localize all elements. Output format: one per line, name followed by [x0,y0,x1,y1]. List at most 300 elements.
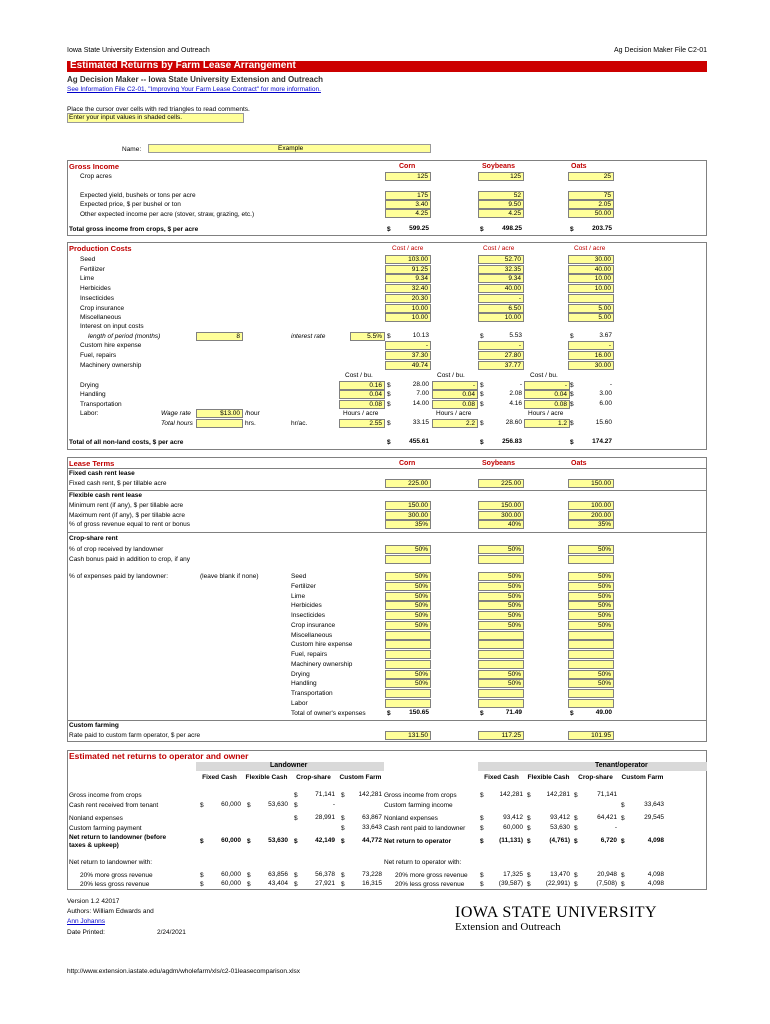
prod-item-value[interactable]: 20.30 [385,294,431,303]
labor-hrs-corn[interactable]: 2.55 [339,419,385,428]
expense-pct[interactable]: 50% [568,592,614,601]
handling-label: Handling [80,391,106,398]
expense-pct[interactable]: 50% [385,592,431,601]
lease-soybeans: Soybeans [482,460,516,467]
min-rent-2[interactable]: 100.00 [568,501,614,510]
gross-total-soybeans: 498.25 [502,225,522,232]
prod-item-label: Seed [80,256,96,263]
authors: Authors: William Edwards and [67,908,154,915]
owner-total-label: Total of owner's expenses [291,710,366,717]
prod-item-value[interactable]: 40.00 [568,265,614,274]
expense-pct[interactable]: 50% [478,611,524,620]
expense-label: Herbicides [291,602,322,610]
rate-input[interactable]: 5.5% [350,332,385,341]
prod-item-label: Crop insurance [80,304,125,312]
pct-rent-1[interactable]: 40% [478,520,524,529]
hire-1[interactable]: - [478,341,524,350]
transport-value: 14.00 [412,400,429,407]
expense-label: Seed [291,573,307,580]
tenant-heading: Tenant/operator [595,762,648,769]
transport-bu-value[interactable]: 0.08 [339,400,385,409]
owner-total-corn: 150.65 [409,709,429,716]
acres-corn[interactable]: 125 [385,172,431,181]
prod-total-soybeans: 256.83 [502,438,522,445]
handling-value: 7.00 [416,390,429,397]
prod-item-value[interactable]: 40.00 [478,284,524,293]
lo-dollar: $ [200,802,204,809]
prod-item-value[interactable]: 32.35 [478,265,524,274]
blank-label: (leave blank if none) [200,573,259,580]
expense-pct[interactable] [478,631,524,640]
lo-dollar: $ [341,872,345,879]
prod-item-value[interactable]: 5.00 [568,304,614,313]
mach-0[interactable]: 49.74 [385,361,431,370]
drying-dollar: $ [570,382,574,389]
fuel-2[interactable]: 16.00 [568,351,614,360]
gross-income-title: Gross Income [69,162,120,171]
labor-label: Labor: [80,410,99,417]
yield-oats[interactable]: 75 [568,191,614,200]
prod-item-label: Insecticides [80,294,114,302]
expense-pct[interactable] [385,650,431,659]
transport-bu-value[interactable]: 0.08 [432,400,478,409]
hours-acre-soybeans: Hours / acre [436,410,472,417]
acres-soybeans[interactable]: 125 [478,172,524,181]
lo-dollar: $ [294,802,298,809]
tn-dollar: $ [527,838,531,845]
fixed-rent-2[interactable]: 150.00 [568,479,614,488]
tenant-col-head: Flexible Cash [527,774,570,781]
prod-item-value[interactable]: - [478,294,524,303]
drying-bu-value[interactable]: - [524,381,570,390]
name-label: Name: [122,146,142,153]
lo-value: 63,867 [362,814,382,821]
tn-value: 29,545 [644,814,664,821]
lo-dollar: $ [341,838,345,845]
page-title: Estimated Returns by Farm Lease Arrangement [70,60,296,71]
mach-1[interactable]: 37.77 [478,361,524,370]
tenant-col-head: Crop-share [578,774,613,781]
tn-value: (4,761) [549,837,570,844]
expense-pct[interactable]: 50% [478,572,524,581]
tn-value: 142,281 [499,791,523,798]
lease-oats: Oats [571,460,587,467]
expense-pct[interactable]: 50% [385,621,431,630]
price-corn[interactable]: 3.40 [385,200,431,209]
expense-pct[interactable] [568,631,614,640]
prod-item-value[interactable] [568,294,614,303]
tn-value [572,801,619,810]
lo-value: 56,378 [315,871,335,878]
yield-label: Expected yield, bushels or tons per acre [80,192,196,199]
tn-value: 17,325 [503,871,523,878]
fixed-rent-1[interactable]: 225.00 [478,479,524,488]
min-rent-0[interactable]: 150.00 [385,501,431,510]
tn-value [478,801,525,810]
bu-oats: Cost / bu. [530,372,558,379]
interest-label: Interest on input costs [80,323,144,330]
hrac-unit: hr/ac. [291,420,308,427]
expense-pct[interactable]: 50% [385,601,431,610]
labor-corn: 33.15 [412,419,429,426]
fuel-label: Fuel, repairs [80,352,117,359]
lo-with-label: Net return to landowner with: [69,859,153,866]
lease-title: Lease Terms [69,459,115,468]
mach-2[interactable]: 30.00 [568,361,614,370]
transport-label: Transportation [80,401,122,408]
yield-soybeans[interactable]: 52 [478,191,524,200]
expense-pct[interactable]: 50% [568,679,614,688]
expense-pct[interactable] [385,631,431,640]
interest-corn: 10.13 [412,332,429,339]
bu-soybeans: Cost / bu. [437,372,465,379]
expense-pct[interactable]: 50% [478,592,524,601]
prod-item-label: Lime [80,275,95,283]
crop-acres-label: Crop acres [80,173,112,180]
other-soybeans[interactable]: 4.25 [478,209,524,218]
expense-pct[interactable]: 50% [568,582,614,591]
bonus-1[interactable] [478,555,524,564]
expense-pct[interactable] [385,689,431,698]
custom-rate-2[interactable]: 101.95 [568,731,614,740]
header-right: Ag Decision Maker File C2-01 [614,47,707,54]
lo-dollar: $ [341,825,345,832]
tn-value: 53,630 [550,824,570,831]
owner-total-soybeans: 71.49 [505,709,522,716]
landowner-heading: Landowner [270,762,308,769]
handling-bu-value[interactable]: 0.04 [432,390,478,399]
expense-pct[interactable] [568,689,614,698]
lo-row-label: 20% less gross revenue [80,881,150,888]
expense-pct[interactable]: 50% [478,582,524,591]
prod-item-value[interactable]: 10.00 [478,313,524,322]
expense-pct[interactable]: 50% [568,572,614,581]
hire-label: Custom hire expense [80,342,142,349]
other-oats[interactable]: 50.00 [568,209,614,218]
handling-bu-value[interactable]: 0.04 [339,390,385,399]
expense-pct[interactable] [385,640,431,649]
handling-bu-value[interactable]: 0.04 [524,390,570,399]
hours-acre-corn: Hours / acre [343,410,379,417]
lo-dollar: $ [341,815,345,822]
mach-label: Machinery ownership [80,362,142,369]
lo-value: 53,630 [268,801,288,808]
lo-row-label: 20% more gross revenue [80,872,153,879]
lo-dollar: $ [294,792,298,799]
tn-value: (11,131) [499,837,523,844]
tn-dollar: $ [574,838,578,845]
expense-pct[interactable]: 50% [385,582,431,591]
tn-row-label: Gross income from crops [384,792,457,799]
lease-corn: Corn [399,460,416,467]
lo-value: 60,000 [221,801,241,808]
hire-2[interactable]: - [568,341,614,350]
period-input[interactable]: 8 [196,332,243,341]
drying-bu-value[interactable]: 0.16 [339,381,385,390]
min-label: Minimum rent (if any), $ per tillable acre [69,502,184,509]
expense-pct[interactable]: 50% [385,670,431,679]
landowner-col-head: Custom Farm [339,774,382,781]
tn-row-label: Net return to operator [384,838,452,845]
production-title: Production Costs [69,244,132,253]
tenant-col-head: Custom Farm [621,774,664,781]
name-value: Example [278,145,304,152]
pct-rent-0[interactable]: 35% [385,520,431,529]
lo-value: - [332,801,335,808]
gross-total-oats: 203.75 [592,225,612,232]
custom-title: Custom farming [69,722,119,729]
tn-dollar: $ [527,825,531,832]
prod-item-value[interactable]: 10.00 [568,284,614,293]
tn-value: 64,421 [597,814,617,821]
other-corn[interactable]: 4.25 [385,209,431,218]
drying-value: 28.00 [412,381,429,388]
tn-dollar: $ [621,815,625,822]
bonus-2[interactable] [568,555,614,564]
lo-value: 60,000 [221,837,241,844]
lo-value: 28,991 [315,814,335,821]
crop-pct-2[interactable]: 50% [568,545,614,554]
expense-pct[interactable]: 50% [568,670,614,679]
expense-pct[interactable] [568,660,614,669]
prod-item-value[interactable]: 91.25 [385,265,431,274]
labor-soybeans: 28.60 [505,419,522,426]
bonus-0[interactable] [385,555,431,564]
drying-label: Drying [80,382,99,389]
printed-label: Date Printed: [67,929,105,936]
labor-oats: 15.60 [595,419,612,426]
expense-pct[interactable] [478,640,524,649]
tn-dollar: $ [527,815,531,822]
author-link[interactable]: Ann Johanns [67,918,105,925]
handling-value: 3.00 [599,390,612,397]
tn-value: 6,720 [600,837,617,844]
expense-pct[interactable] [478,650,524,659]
owner-total-oats: 49.00 [595,709,612,716]
expense-pct[interactable]: 50% [568,621,614,630]
expense-pct[interactable] [385,699,431,708]
tn-dollar: $ [480,815,484,822]
tn-row-label: Nonland expenses [384,815,438,822]
flex-title: Flexible cash rent lease [69,492,142,499]
lo-value: 42,149 [315,837,335,844]
expense-pct[interactable]: 50% [478,679,524,688]
prod-item-label: Fertilizer [80,265,105,273]
tn-with-label: Net return to operator with: [384,859,462,866]
share-title: Crop-share rent [69,535,118,542]
fuel-0[interactable]: 37.30 [385,351,431,360]
tn-value: 60,000 [503,824,523,831]
fuel-1[interactable]: 27.80 [478,351,524,360]
expense-pct[interactable]: 50% [568,601,614,610]
drying-dollar: $ [387,382,391,389]
period-label: length of period (months) [88,333,161,340]
prod-total-corn: 455.61 [409,438,429,445]
hours-acre-oats: Hours / acre [528,410,564,417]
drying-bu-value[interactable]: - [432,381,478,390]
handling-dollar: $ [570,391,574,398]
prod-item-value[interactable]: 103.00 [385,255,431,264]
expense-label: Handling [291,680,317,688]
tn-dollar: $ [621,838,625,845]
tn-dollar: $ [621,872,625,879]
transport-value: 4.16 [509,400,522,407]
returns-title: Estimated net returns to operator and owner [69,751,249,761]
expense-pct[interactable]: 50% [385,611,431,620]
lo-row-label: Nonland expenses [69,815,123,822]
printed-date: 2/24/2021 [157,929,186,936]
prod-item-value[interactable]: 6.50 [478,304,524,313]
yield-corn[interactable]: 175 [385,191,431,200]
lo-value [196,791,243,800]
max-label: Maximum rent (if any), $ per tillable acre [69,512,185,519]
expense-pct[interactable]: 50% [385,679,431,688]
note-shaded: Enter your input values in shaded cells. [69,114,183,121]
gross-total-corn: 599.25 [409,225,429,232]
max-rent-1[interactable]: 300.00 [478,511,524,520]
expense-label: Transportation [291,690,333,697]
tn-value: 4,098 [647,871,664,878]
expense-label: Miscellaneous [291,631,333,639]
prod-item-value[interactable]: 5.00 [568,313,614,322]
lo-dollar: $ [294,838,298,845]
custom-rate-1[interactable]: 117.25 [478,731,524,740]
min-rent-1[interactable]: 150.00 [478,501,524,510]
prod-item-value[interactable]: 9.34 [385,274,431,283]
cost-acre-corn: Cost / acre [392,245,424,252]
handling-value: 2.08 [509,390,522,397]
tn-dollar: $ [621,881,625,888]
labor-hrs-soybeans[interactable]: 2.2 [432,419,478,428]
transport-bu-value[interactable]: 0.08 [524,400,570,409]
lo-dollar: $ [341,881,345,888]
tn-dollar: $ [480,838,484,845]
total-hours-input[interactable] [196,419,243,428]
crop-pct-0[interactable]: 50% [385,545,431,554]
lo-value: 53,630 [268,837,288,844]
hrs-unit: hrs. [245,420,256,427]
price-oats[interactable]: 2.05 [568,200,614,209]
prod-item-value[interactable]: 30.00 [568,255,614,264]
expense-pct[interactable] [568,650,614,659]
fixed-rent-0[interactable]: 225.00 [385,479,431,488]
prod-item-value[interactable]: 10.00 [568,274,614,283]
acres-oats[interactable]: 25 [568,172,614,181]
expense-label: Fertilizer [291,582,316,590]
prod-item-value[interactable]: 10.00 [385,313,431,322]
tn-value: (7,508) [596,880,617,887]
custom-label: Rate paid to custom farm operator, $ per acre [69,732,201,739]
landowner-col-head: Flexible Cash [245,774,288,781]
lo-value [196,814,243,823]
tn-dollar: $ [480,792,484,799]
other-label: Other expected income per acre (stover, straw, grazing, etc.) [80,211,255,218]
prod-item-label: Herbicides [80,285,111,293]
lo-value [243,824,290,833]
expense-pct[interactable] [385,660,431,669]
crop-corn: Corn [399,163,416,170]
tn-dollar: $ [574,825,578,832]
crop-pct-1[interactable]: 50% [478,545,524,554]
rate-label: interest rate [291,333,326,340]
price-label: Expected price, $ per bushel or ton [80,201,181,208]
expense-pct[interactable] [478,699,524,708]
tn-value: 4,098 [647,880,664,887]
lo-dollar: $ [247,881,251,888]
expense-pct[interactable]: 50% [478,670,524,679]
lo-dollar: $ [200,881,204,888]
hire-0[interactable]: - [385,341,431,350]
exp-label: % of expenses paid by landowner: [69,573,169,580]
wage-label: Wage rate [161,410,191,417]
lo-value: 71,141 [315,791,335,798]
drying-value: - [519,381,522,388]
lo-value: 63,856 [268,871,288,878]
lo-value: 60,000 [221,871,241,878]
expense-pct[interactable]: 50% [568,611,614,620]
expense-pct[interactable] [478,689,524,698]
landowner-col-head: Fixed Cash [202,774,237,781]
lo-value [196,824,243,833]
expense-pct[interactable] [478,660,524,669]
info-link[interactable]: See Information File C2-01, "Improving Your Farm Lease Contract" for more information. [67,86,321,93]
fixed-title: Fixed cash rent lease [69,470,135,477]
isu-logo-subtitle: Extension and Outreach [455,921,561,933]
expense-label: Machinery ownership [291,660,353,668]
cost-acre-soybeans: Cost / acre [483,245,515,252]
expense-label: Custom hire expense [291,641,353,649]
expense-label: Insecticides [291,612,325,619]
handling-dollar: $ [480,391,484,398]
expense-pct[interactable]: 50% [385,572,431,581]
transport-dollar: $ [570,401,574,408]
expense-pct[interactable] [568,699,614,708]
lo-dollar: $ [294,872,298,879]
expense-pct[interactable]: 50% [478,601,524,610]
tn-value: 142,281 [546,791,570,798]
tn-dollar: $ [480,881,484,888]
prod-item-value[interactable]: 32.40 [385,284,431,293]
prod-item-value[interactable]: 10.00 [385,304,431,313]
prod-item-value[interactable]: 9.34 [478,274,524,283]
custom-rate-0[interactable]: 131.50 [385,731,431,740]
max-rent-2[interactable]: 200.00 [568,511,614,520]
lo-dollar: $ [247,838,251,845]
source-url[interactable]: http://www.extension.iastate.edu/agdm/wholefarm/xls/c2-01leasecomparison.xlsx [67,968,301,975]
pct-rent-2[interactable]: 35% [568,520,614,529]
lo-row-label: Net return to landowner (before taxes & upkeep) [69,834,167,849]
tn-dollar: $ [527,792,531,799]
lo-dollar: $ [247,802,251,809]
lo-value: 16,315 [362,880,382,887]
tn-dollar: $ [480,872,484,879]
wage-input[interactable]: $13.00 [196,409,243,418]
labor-hrs-oats[interactable]: 1.2 [524,419,570,428]
tn-dollar: $ [574,881,578,888]
transport-dollar: $ [387,401,391,408]
interest-soybeans: 5.53 [509,332,522,339]
note-comments: Place the cursor over cells with red triangles to read comments. [67,106,250,113]
tn-dollar: $ [574,872,578,879]
lo-dollar: $ [200,872,204,879]
bonus-label: Cash bonus paid in addition to crop, if any [69,556,191,563]
expense-pct[interactable]: 50% [478,621,524,630]
price-soybeans[interactable]: 9.50 [478,200,524,209]
prod-item-value[interactable]: 52.70 [478,255,524,264]
tn-value: 20,948 [597,871,617,878]
max-rent-0[interactable]: 300.00 [385,511,431,520]
expense-pct[interactable] [568,640,614,649]
